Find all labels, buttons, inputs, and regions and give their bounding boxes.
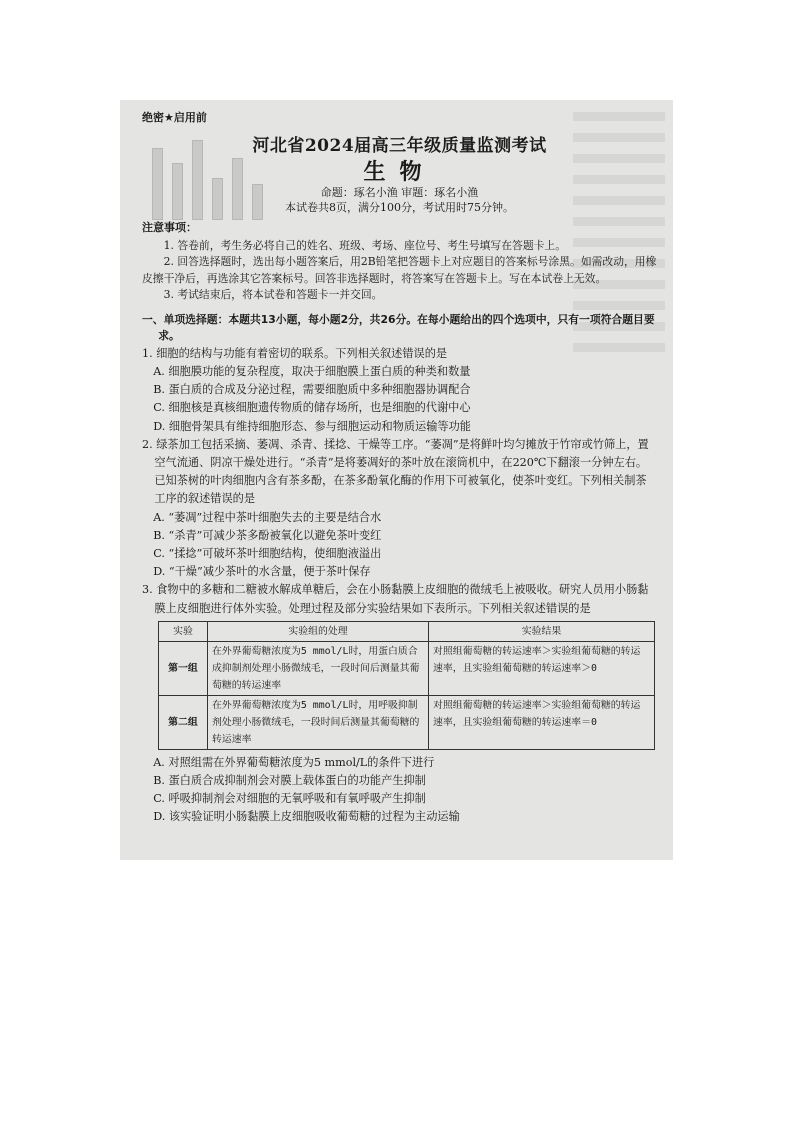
question-2-option: D. “干燥”减少茶叶的水含量，便于茶叶保存 bbox=[153, 565, 371, 579]
question-3-option: B. 蛋白质合成抑制剂会对膜上载体蛋白的功能产生抑制 bbox=[153, 774, 426, 788]
question-2-stem: 2. 绿茶加工包括采摘、萎凋、杀青、揉捻、干燥等工序。“萎凋”是将鲜叶均匀摊放于竹帘或竹筛上，置空气流通、阴凉干燥处进行。“杀青”是将萎凋好的茶叶放在滚筒机中，在220℃下翻滚一分钟左右。已知茶树的叶肉细胞内含有茶多酚，在茶多酚氧化酶的作用下可被氧化，使茶叶变红。下列相关制茶工序的叙述错误的是 bbox=[142, 437, 649, 506]
question-3-option: C. 呼吸抑制剂会对细胞的无氧呼吸和有氧呼吸产生抑制 bbox=[153, 792, 426, 806]
notice-heading: 注意事项： bbox=[142, 221, 197, 235]
question-1-option: A. 细胞膜功能的复杂程度，取决于细胞膜上蛋白质的种类和数量 bbox=[153, 364, 471, 378]
question-3-option: A. 对照组需在外界葡萄糖浓度为5 mmol/L的条件下进行 bbox=[153, 755, 435, 769]
result-cell: 对照组葡萄糖的转运速率＞实验组葡萄糖的转运速率，且实验组葡萄糖的转运速率＝0 bbox=[429, 695, 655, 749]
table-header: 实验组的处理 bbox=[208, 621, 429, 641]
question-3-stem: 3. 食物中的多糖和二糖被水解成单糖后，会在小肠黏膜上皮细胞的微绒毛上被吸收。研究人员用小肠黏膜上皮细胞进行体外实验。处理过程及部分实验结果如下表所示。下列相关叙述错误的是 bbox=[142, 583, 649, 615]
question-2-option: B. “杀青”可减少茶多酚被氧化以避免茶叶变红 bbox=[153, 528, 382, 542]
question-3-option: D. 该实验证明小肠黏膜上皮细胞吸收葡萄糖的过程为主动运输 bbox=[153, 810, 460, 824]
table-header-row bbox=[159, 621, 655, 641]
table-header: 实验 bbox=[159, 621, 208, 641]
exam-photo bbox=[120, 100, 673, 860]
treatment-cell: 在外界葡萄糖浓度为5 mmol/L时，用蛋白质合成抑制剂处理小肠微绒毛，一段时间后测量其葡萄糖的转运速率 bbox=[208, 641, 429, 695]
table-header: 实验结果 bbox=[429, 621, 655, 641]
treatment-cell: 在外界葡萄糖浓度为5 mmol/L时，用呼吸抑制剂处理小肠微绒毛，一段时间后测量其葡萄糖的转运速率 bbox=[208, 695, 429, 749]
exam-title: 河北省2024届高三年级质量监测考试 bbox=[252, 135, 547, 156]
table-row bbox=[159, 695, 655, 749]
notice-item: 3. 考试结束后，将本试卷和答题卡一并交回。 bbox=[163, 288, 383, 302]
question-2-option: C. “揉捻”可破坏茶叶细胞结构，使细胞液溢出 bbox=[153, 547, 382, 561]
question-1-option: B. 蛋白质的合成及分泌过程，需要细胞质中多种细胞器协调配合 bbox=[153, 383, 471, 397]
notice-item: 2. 回答选择题时，选出每小题答案后，用2B铅笔把答题卡上对应题目的答案标号涂黑。如需改动，用橡皮擦干净后，再选涂其它答案标号。回答非选择题时，将答案写在答题卡上。写在本试卷上无效。 bbox=[142, 255, 657, 285]
question-1-option: D. 细胞骨架具有维持细胞形态、参与细胞运动和物质运输等功能 bbox=[153, 419, 471, 433]
question-1-stem: 1. 细胞的结构与功能有着密切的联系。下列相关叙述错误的是 bbox=[142, 346, 448, 360]
group-cell: 第二组 bbox=[159, 695, 208, 749]
question-2-option: A. “萎凋”过程中茶叶细胞失去的主要是结合水 bbox=[153, 510, 382, 524]
notice-item: 1. 答卷前，考生务必将自己的姓名、班级、考场、座位号、考生号填写在答题卡上。 bbox=[163, 238, 567, 252]
question-1-option: C. 细胞核是真核细胞遗传物质的储存场所，也是细胞的代谢中心 bbox=[153, 401, 471, 415]
subject-title: 生物 bbox=[363, 159, 436, 186]
section-heading: 一、单项选择题：本题共13小题，每小题2分，共26分。在每小题给出的四个选项中，只有一项符合题目要求。 bbox=[142, 312, 655, 343]
group-cell: 第一组 bbox=[159, 641, 208, 695]
exam-credits: 命题：琢名小渔 审题：琢名小渔 bbox=[320, 186, 479, 200]
confidential-note: 绝密★启用前 bbox=[142, 111, 207, 124]
exam-content bbox=[142, 109, 657, 827]
exam-meta: 本试卷共8页，满分100分，考试用时75分钟。 bbox=[285, 201, 514, 215]
result-cell: 对照组葡萄糖的转运速率＞实验组葡萄糖的转运速率，且实验组葡萄糖的转运速率＞0 bbox=[429, 641, 655, 695]
experiment-table bbox=[158, 621, 655, 750]
table-row bbox=[159, 641, 655, 695]
